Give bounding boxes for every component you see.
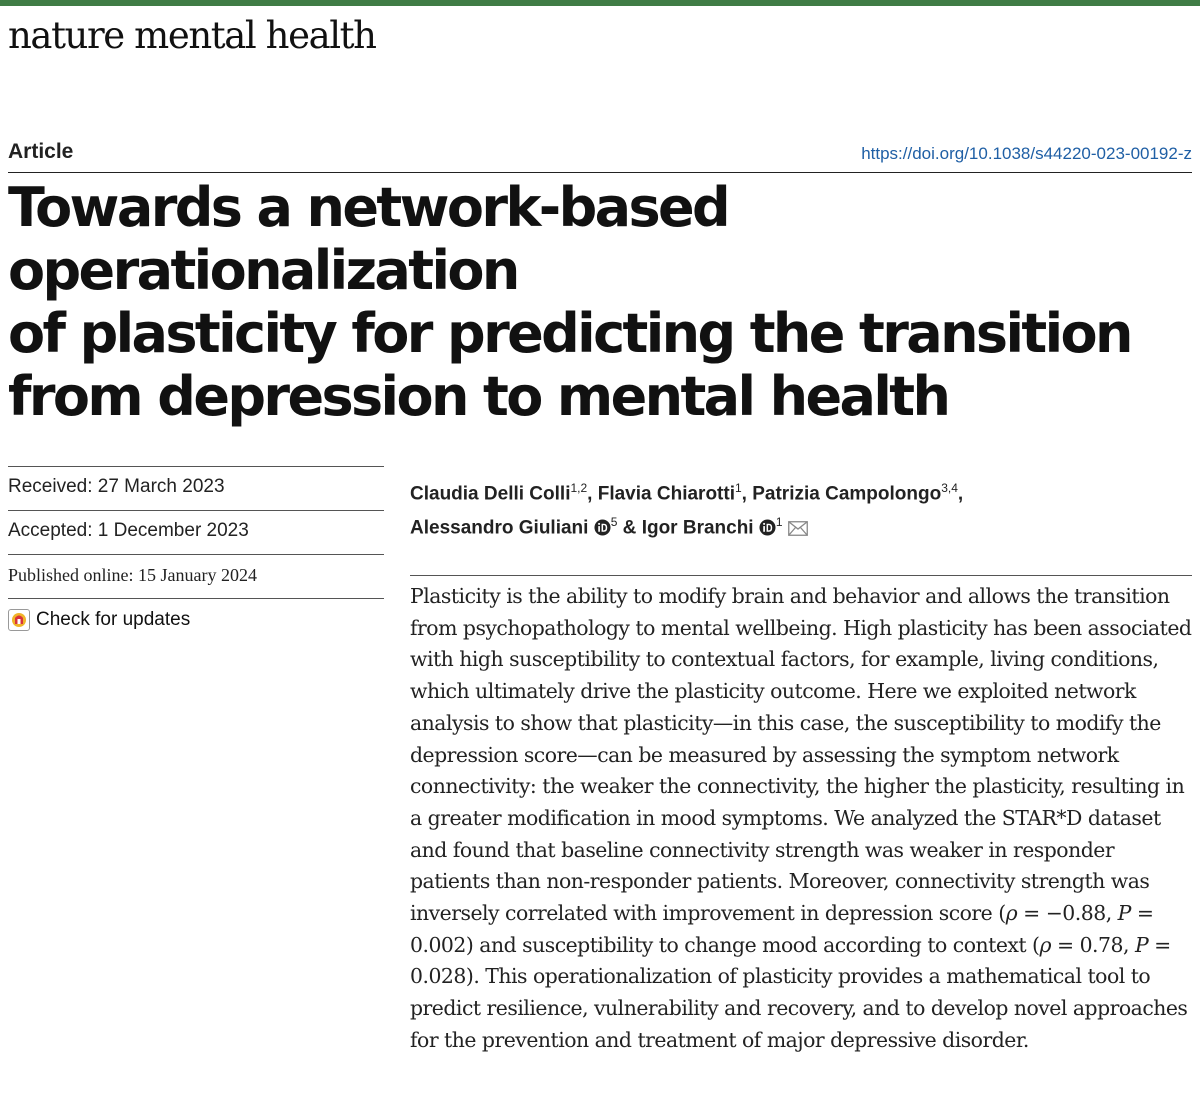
doi-link[interactable]: https://doi.org/10.1038/s44220-023-00192-z <box>861 144 1192 163</box>
orcid-icon[interactable] <box>759 517 776 545</box>
divider <box>8 554 384 555</box>
p-symbol: P <box>1134 932 1149 957</box>
abstract-text: = 0.78, <box>1051 932 1135 957</box>
divider <box>8 598 384 599</box>
abstract-text: Plasticity is the ability to modify brain and behavior and allows the transition from psychopathology to mental wellbeing. High plasticity has been associated with high susceptibility to contextual factors, for example, living conditions, which ultimately drive the plasticity outcome. Here we exploited network analysis to show that plasticity—in this case, the susceptibility to modify the depression score—can be measured by assessing the symptom network connectivity: the weaker the connectivity, the higher the plasticity, resulting in a greater modification in mood symptoms. We analyzed the STAR*D dataset and found that baseline connectivity strength was weaker in responder patients than non-responder patients. Moreover, connectivity strength was inversely correlated with improvement in depression score ( <box>410 584 1192 926</box>
abstract <box>410 581 1192 1057</box>
affiliation: 5 <box>610 515 618 530</box>
affiliation: 3,4 <box>941 481 958 495</box>
check-for-updates[interactable] <box>8 609 190 631</box>
author[interactable]: Flavia Chiarotti <box>597 483 735 505</box>
affiliation: 1 <box>734 481 742 495</box>
divider <box>8 172 1192 173</box>
title-line: Towards a network-based operationalization <box>8 176 729 302</box>
mail-icon[interactable] <box>788 518 808 539</box>
divider <box>8 466 384 467</box>
affiliation: 1,2 <box>570 481 588 495</box>
crossmark-icon <box>8 609 30 631</box>
title-line: from depression to mental health <box>8 365 949 428</box>
abstract-text: = −0.88, <box>1017 901 1118 926</box>
accepted-date: Accepted: 1 December 2023 <box>8 520 249 541</box>
rho-symbol: ρ <box>1005 901 1018 926</box>
affiliation: 1 <box>775 515 783 530</box>
abstract-text: = 0.002) and susceptibility to change mood according to context ( <box>410 901 1154 957</box>
author[interactable]: Patrizia Campolongo <box>752 483 942 505</box>
article-title <box>8 176 1198 428</box>
title-line: of plasticity for predicting the transition <box>8 302 1131 365</box>
separator: , <box>587 483 598 505</box>
author[interactable]: Igor Branchi <box>641 517 754 539</box>
abstract-text: = 0.028). This operationalization of plasticity provides a mathematical tool to predict resilience, vulnerability and recovery, and to develop novel approaches for the prevention and treatment of major depressive disorder. <box>410 932 1188 1052</box>
article-type: Article <box>8 140 74 163</box>
separator: & <box>617 517 642 539</box>
author-list <box>410 474 1190 545</box>
author[interactable]: Claudia Delli Colli <box>410 483 571 505</box>
separator: , <box>741 483 753 505</box>
divider <box>8 510 384 511</box>
separator: , <box>957 483 964 505</box>
received-date: Received: 27 March 2023 <box>8 476 225 497</box>
divider <box>410 575 1192 576</box>
p-symbol: P <box>1117 901 1131 926</box>
author[interactable]: Alessandro Giuliani <box>410 517 589 539</box>
check-for-updates-label: Check for updates <box>36 609 191 630</box>
orcid-icon[interactable] <box>594 517 611 545</box>
published-date: Published online: 15 January 2024 <box>8 565 257 585</box>
rho-symbol: ρ <box>1039 932 1052 957</box>
brand-bar <box>0 0 1200 6</box>
journal-name[interactable]: nature mental health <box>8 14 376 57</box>
